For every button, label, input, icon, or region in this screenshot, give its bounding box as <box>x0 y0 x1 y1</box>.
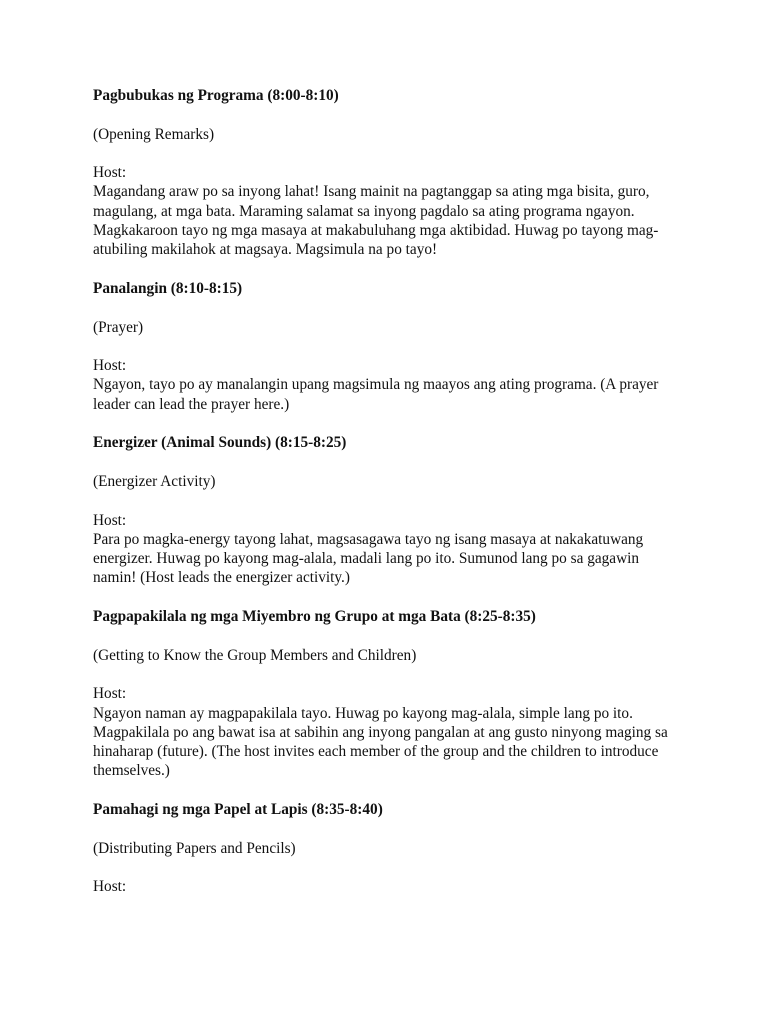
section-heading: Pagpapakilala ng mga Miyembro ng Grupo at mga Bata (8:25-8:35) <box>93 608 536 626</box>
section-opening-remarks <box>93 86 683 260</box>
section-prayer <box>93 279 683 414</box>
speech-text: Para po magka-energy tayong lahat, magsasagawa tayo ng isang masaya at nakakatuwang energizer. Huwag po kayong mag-alala, madali lang po ito. Sumunod lang po sa gagawin namin! (Host leads the energizer activity.) <box>93 530 644 587</box>
speaker-label: Host: <box>93 685 127 703</box>
section-heading: Pamahagi ng mga Papel at Lapis (8:35-8:40) <box>93 800 383 818</box>
section-subtitle: (Prayer) <box>93 318 144 336</box>
section-heading: Panalangin (8:10-8:15) <box>93 279 243 297</box>
document-body <box>93 86 683 916</box>
speech-text: Ngayon, tayo po ay manalangin upang magsimula ng maayos ang ating programa. (A prayer leader can lead the prayer here.) <box>93 376 659 413</box>
section-heading: Energizer (Animal Sounds) (8:15-8:25) <box>93 434 347 452</box>
section-heading: Pagbubukas ng Programa (8:00-8:10) <box>93 87 339 104</box>
speech-text: Ngayon naman ay magpapakilala tayo. Huwag po kayong mag-alala, simple lang po ito. Magpakilala po ang bawat isa at sabihin ang inyong pangalan at ang gusto ninyong maging sa hinaharap (future). (The host invites each member of the group and the children to introduce themselves.) <box>93 704 668 780</box>
section-subtitle: (Distributing Papers and Pencils) <box>93 839 296 857</box>
speaker-label: Host: <box>93 357 127 375</box>
speaker-label: Host: <box>93 164 127 182</box>
speech-text: Magandang araw po sa inyong lahat! Isang mainit na pagtanggap sa ating mga bisita, guro, magulang, at mga bata. Maraming salamat sa inyong pagdalo sa ating programa ngayon. Magkakaroon tayo ng mga masaya at makabuluhang mga aktibidad. Huwag po tayong mag-atubiling makilahok at magsaya. Magsimula na po tayo! <box>93 183 659 259</box>
section-introductions <box>93 607 683 781</box>
speaker-label: Host: <box>93 511 127 529</box>
section-distributing-papers <box>93 800 683 896</box>
section-subtitle: (Getting to Know the Group Members and Children) <box>93 646 417 664</box>
speaker-label: Host: <box>93 878 127 896</box>
section-energizer <box>93 433 683 587</box>
section-subtitle: (Energizer Activity) <box>93 472 216 490</box>
section-subtitle: (Opening Remarks) <box>93 125 215 143</box>
